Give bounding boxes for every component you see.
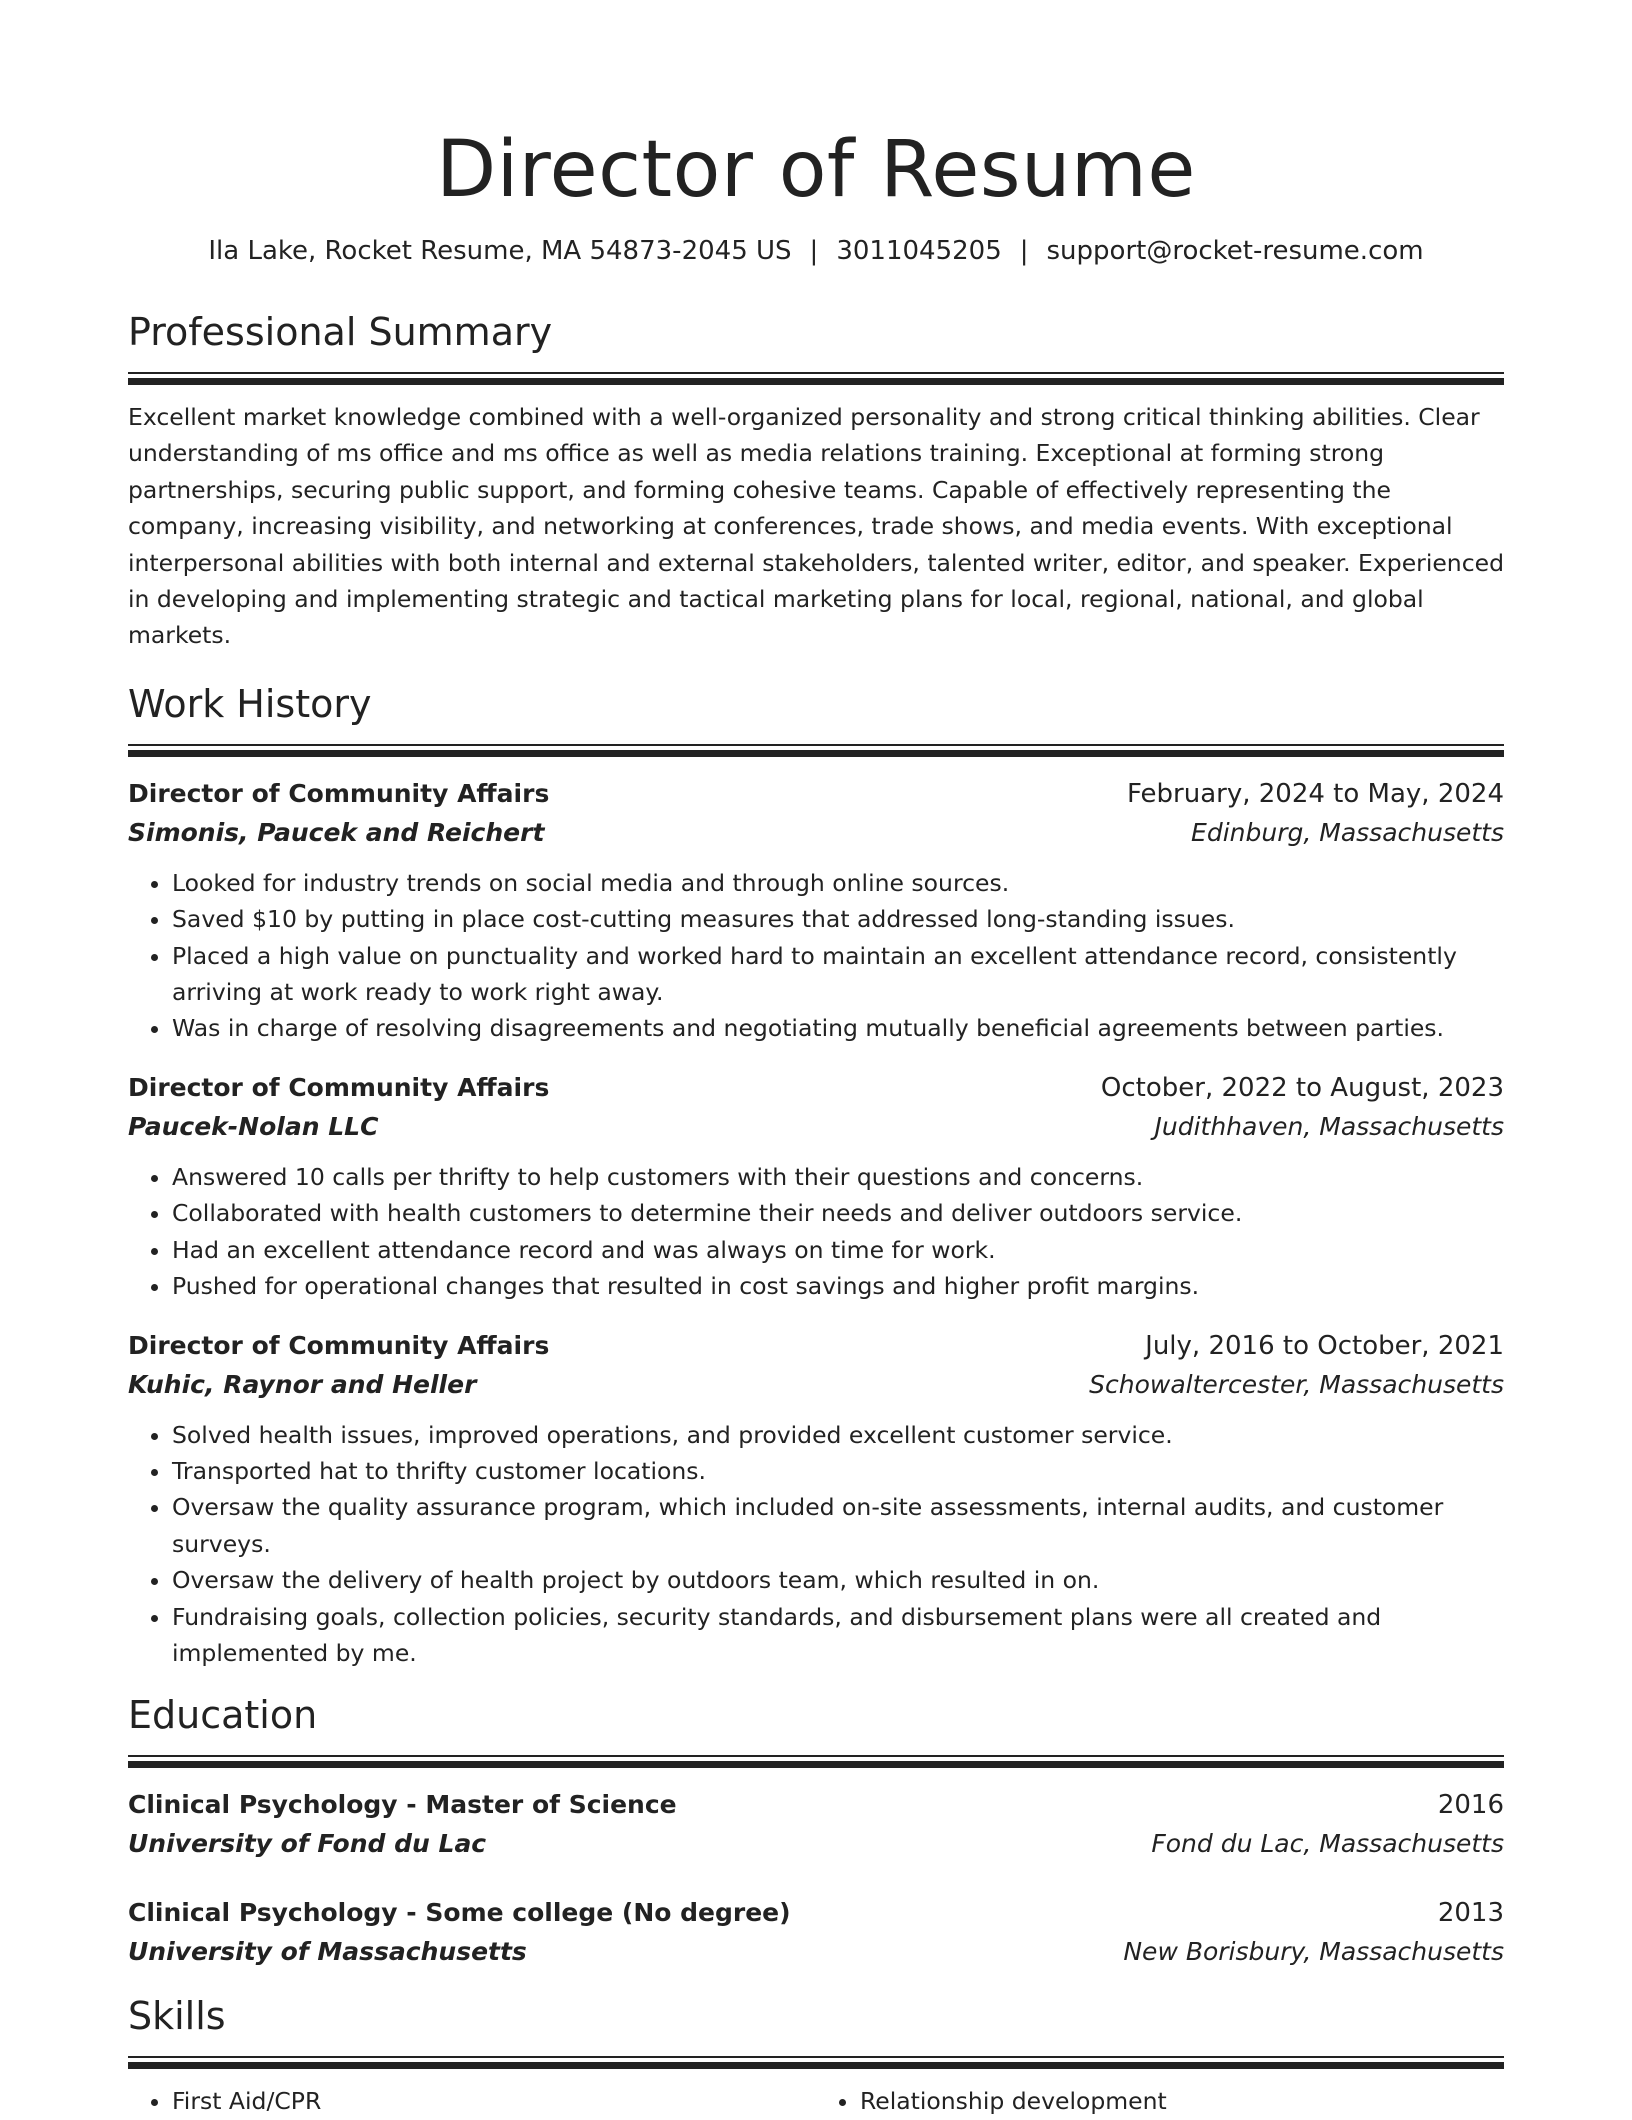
list-item: • Relationship development — [860, 2083, 1504, 2119]
job-location: Schowaltercester, Massachusetts — [1089, 1369, 1504, 1399]
contact-address: Ila Lake, Rocket Resume, MA 54873-2045 US — [208, 236, 792, 266]
skills-section — [128, 1992, 1504, 2119]
education-header-row — [128, 1786, 1504, 1824]
education-year: 2016 — [1437, 1790, 1504, 1821]
education-school: University of Fond du Lac — [128, 1829, 487, 1859]
education-school: University of Massachusetts — [128, 1937, 527, 1967]
job-location: Edinburg, Massachusetts — [1191, 817, 1504, 847]
contact-separator: | — [809, 236, 819, 266]
job-company: Kuhic, Raynor and Heller — [128, 1369, 477, 1399]
list-item: • First Aid/CPR — [172, 2083, 816, 2119]
list-item: • Fundraising goals, collection policies, security standards, and disbursement plans were all created and implemented by me. — [172, 1599, 1504, 1672]
section-rule — [128, 744, 1504, 757]
section-title-work-history: Work History — [128, 681, 372, 726]
education-entry — [128, 1786, 1504, 1864]
section-rule — [128, 1755, 1504, 1768]
education-degree: Clinical Psychology - Some college (No degree) — [128, 1898, 791, 1928]
list-item: • Solved health issues, improved operations, and provided excellent customer service. — [172, 1417, 1504, 1453]
job-entry — [128, 1327, 1504, 1672]
job-bullets — [128, 1417, 1504, 1672]
section-title-summary: Professional Summary — [128, 310, 553, 354]
education-location: Fond du Lac, Massachusetts — [1151, 1829, 1504, 1859]
job-entry — [128, 775, 1504, 1047]
job-location: Judithhaven, Massachusetts — [1154, 1111, 1504, 1141]
job-header-row — [128, 775, 1504, 813]
list-item: • Pushed for operational changes that resulted in cost savings and higher profit margins. — [172, 1268, 1504, 1304]
list-item: • Had an excellent attendance record and was always on time for work. — [172, 1232, 1504, 1268]
education-year: 2013 — [1437, 1898, 1504, 1929]
list-item: • Oversaw the delivery of health project by outdoors team, which resulted in on. — [172, 1562, 1504, 1598]
section-title-skills: Skills — [128, 1994, 226, 2039]
list-item: • Was in charge of resolving disagreements and negotiating mutually beneficial agreements between parties. — [172, 1010, 1504, 1046]
skills-columns — [128, 2069, 1504, 2119]
job-entry — [128, 1069, 1504, 1305]
job-role: Director of Community Affairs — [128, 1072, 550, 1102]
education-entry — [128, 1894, 1504, 1972]
job-company-row — [128, 813, 1504, 853]
section-rule — [128, 372, 1504, 385]
job-bullets — [128, 1159, 1504, 1305]
education-section — [128, 1691, 1504, 1972]
job-company: Simonis, Paucek and Reichert — [128, 817, 545, 847]
list-item: • Looked for industry trends on social media and through online sources. — [172, 865, 1504, 901]
education-school-row — [128, 1824, 1504, 1864]
job-bullets — [128, 865, 1504, 1047]
job-dates: February, 2024 to May, 2024 — [1127, 778, 1504, 809]
job-role: Director of Community Affairs — [128, 778, 550, 808]
contact-separator: | — [1019, 236, 1029, 266]
summary-text: Excellent market knowledge combined with a well-organized personality and strong critical thinking abilities. Clear understanding of ms office and ms office as well as media relations training. Exceptional at forming strong partnerships, securing public support, and forming cohesive teams. Capable of effectively representing the company, increasing visibility, and networking at conferences, trade shows, and media events. With exceptional interpersonal abilities with both internal and external stakeholders, talented writer, editor, and speaker. Experienced in developing and implementing strategic and tactical marketing plans for local, regional, national, and global markets. — [128, 403, 1505, 650]
job-dates: October, 2022 to August, 2023 — [1100, 1072, 1504, 1103]
section-rule — [128, 2056, 1504, 2069]
list-item: • Placed a high value on punctuality and worked hard to maintain an excellent attendance record, consistently arriving at work ready to work right away. — [172, 938, 1504, 1011]
skills-list-right — [816, 2083, 1504, 2119]
section-title-education: Education — [128, 1693, 318, 1738]
job-dates: July, 2016 to October, 2021 — [1145, 1330, 1504, 1361]
job-company: Paucek-Nolan LLC — [128, 1111, 379, 1141]
job-header-row — [128, 1327, 1504, 1365]
resume-name: Director of Resume — [436, 125, 1196, 215]
education-header-row — [128, 1894, 1504, 1932]
education-school-row — [128, 1932, 1504, 1972]
list-item: • Transported hat to thrifty customer locations. — [172, 1453, 1504, 1489]
contact-email: support@rocket-resume.com — [1046, 236, 1424, 266]
skills-list-left — [128, 2083, 816, 2119]
job-role: Director of Community Affairs — [128, 1330, 550, 1360]
list-item: • Answered 10 calls per thrifty to help customers with their questions and concerns. — [172, 1159, 1504, 1195]
summary-section — [128, 308, 1504, 654]
list-item: • Collaborated with health customers to determine their needs and deliver outdoors service. — [172, 1195, 1504, 1231]
job-company-row — [128, 1365, 1504, 1405]
work-history-section — [128, 680, 1504, 1672]
job-company-row — [128, 1107, 1504, 1147]
contact-phone: 3011045205 — [836, 236, 1002, 266]
job-header-row — [128, 1069, 1504, 1107]
list-item: • Saved $10 by putting in place cost-cutting measures that addressed long-standing issues. — [172, 901, 1504, 937]
list-item: • Oversaw the quality assurance program, which included on-site assessments, internal audits, and customer surveys. — [172, 1489, 1504, 1562]
contact-line — [128, 234, 1504, 268]
education-location: New Borisbury, Massachusetts — [1123, 1937, 1504, 1967]
education-degree: Clinical Psychology - Master of Science — [128, 1790, 677, 1820]
